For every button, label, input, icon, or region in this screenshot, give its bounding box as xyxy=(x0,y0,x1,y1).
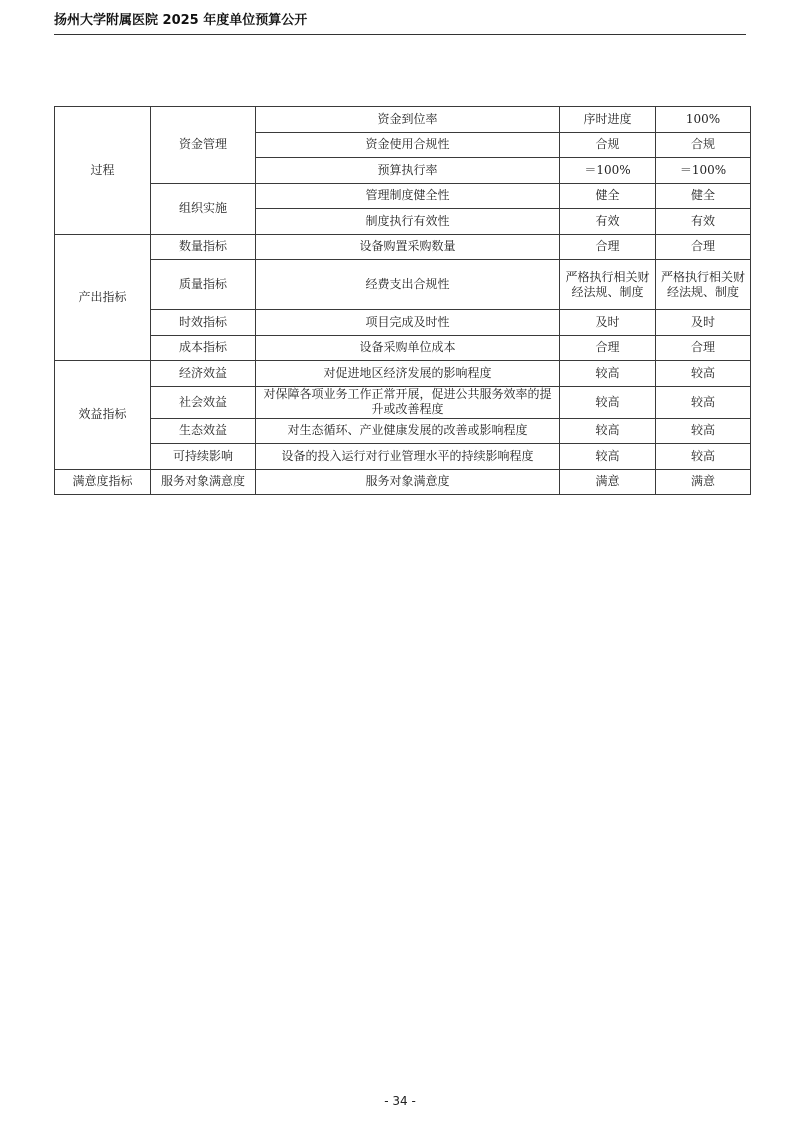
target-cell: ＝100% xyxy=(560,158,656,184)
target-cell: 合理 xyxy=(560,335,656,361)
target-cell: 合理 xyxy=(560,234,656,260)
level1-cell: 产出指标 xyxy=(55,234,151,361)
indicator-cell: 设备采购单位成本 xyxy=(256,335,560,361)
performance-indicator-table xyxy=(54,106,751,495)
target-cell: 较高 xyxy=(560,386,656,418)
indicator-cell: 制度执行有效性 xyxy=(256,209,560,235)
value-cell: 及时 xyxy=(656,310,751,336)
level2-cell: 服务对象满意度 xyxy=(151,469,256,495)
value-cell: 合规 xyxy=(656,132,751,158)
value-cell: 合理 xyxy=(656,335,751,361)
page-number: - 34 - xyxy=(384,1094,416,1108)
target-cell: 较高 xyxy=(560,444,656,470)
indicator-cell: 设备购置采购数量 xyxy=(256,234,560,260)
page-header: 扬州大学附属医院 2025 年度单位预算公开 xyxy=(54,10,746,35)
table-row xyxy=(55,469,751,495)
indicator-cell: 对保障各项业务工作正常开展，促进公共服务效率的提升或改善程度 xyxy=(256,386,560,418)
table-row xyxy=(55,234,751,260)
value-cell: 100% xyxy=(656,107,751,133)
target-cell: 健全 xyxy=(560,183,656,209)
table-row xyxy=(55,335,751,361)
indicator-cell: 管理制度健全性 xyxy=(256,183,560,209)
indicator-cell: 对促进地区经济发展的影响程度 xyxy=(256,361,560,387)
value-cell: 较高 xyxy=(656,444,751,470)
target-cell: 序时进度 xyxy=(560,107,656,133)
level2-cell: 资金管理 xyxy=(151,107,256,184)
table-row xyxy=(55,183,751,209)
table-row xyxy=(55,260,751,310)
level1-cell: 效益指标 xyxy=(55,361,151,470)
value-cell: ＝100% xyxy=(656,158,751,184)
target-cell: 及时 xyxy=(560,310,656,336)
level2-cell: 组织实施 xyxy=(151,183,256,234)
target-cell: 合规 xyxy=(560,132,656,158)
value-cell: 较高 xyxy=(656,418,751,444)
value-cell: 合理 xyxy=(656,234,751,260)
target-cell: 严格执行相关财经法规、制度 xyxy=(560,260,656,310)
table-row xyxy=(55,361,751,387)
value-cell: 有效 xyxy=(656,209,751,235)
level2-cell: 可持续影响 xyxy=(151,444,256,470)
level2-cell: 生态效益 xyxy=(151,418,256,444)
level1-cell: 满意度指标 xyxy=(55,469,151,495)
value-cell: 较高 xyxy=(656,361,751,387)
table-row xyxy=(55,386,751,418)
level2-cell: 社会效益 xyxy=(151,386,256,418)
level2-cell: 质量指标 xyxy=(151,260,256,310)
table-row xyxy=(55,310,751,336)
target-cell: 较高 xyxy=(560,418,656,444)
target-cell: 满意 xyxy=(560,469,656,495)
table-row xyxy=(55,418,751,444)
level2-cell: 经济效益 xyxy=(151,361,256,387)
indicator-cell: 项目完成及时性 xyxy=(256,310,560,336)
level2-cell: 数量指标 xyxy=(151,234,256,260)
indicator-cell: 资金到位率 xyxy=(256,107,560,133)
value-cell: 较高 xyxy=(656,386,751,418)
target-cell: 较高 xyxy=(560,361,656,387)
level2-cell: 时效指标 xyxy=(151,310,256,336)
indicator-cell: 对生态循环、产业健康发展的改善或影响程度 xyxy=(256,418,560,444)
indicator-cell: 资金使用合规性 xyxy=(256,132,560,158)
indicator-cell: 服务对象满意度 xyxy=(256,469,560,495)
indicator-cell: 预算执行率 xyxy=(256,158,560,184)
level2-cell: 成本指标 xyxy=(151,335,256,361)
value-cell: 健全 xyxy=(656,183,751,209)
value-cell: 满意 xyxy=(656,469,751,495)
table-row xyxy=(55,107,751,133)
table-row xyxy=(55,444,751,470)
indicator-cell: 经费支出合规性 xyxy=(256,260,560,310)
target-cell: 有效 xyxy=(560,209,656,235)
level1-cell: 过程 xyxy=(55,107,151,235)
value-cell: 严格执行相关财经法规、制度 xyxy=(656,260,751,310)
indicator-cell: 设备的投入运行对行业管理水平的持续影响程度 xyxy=(256,444,560,470)
